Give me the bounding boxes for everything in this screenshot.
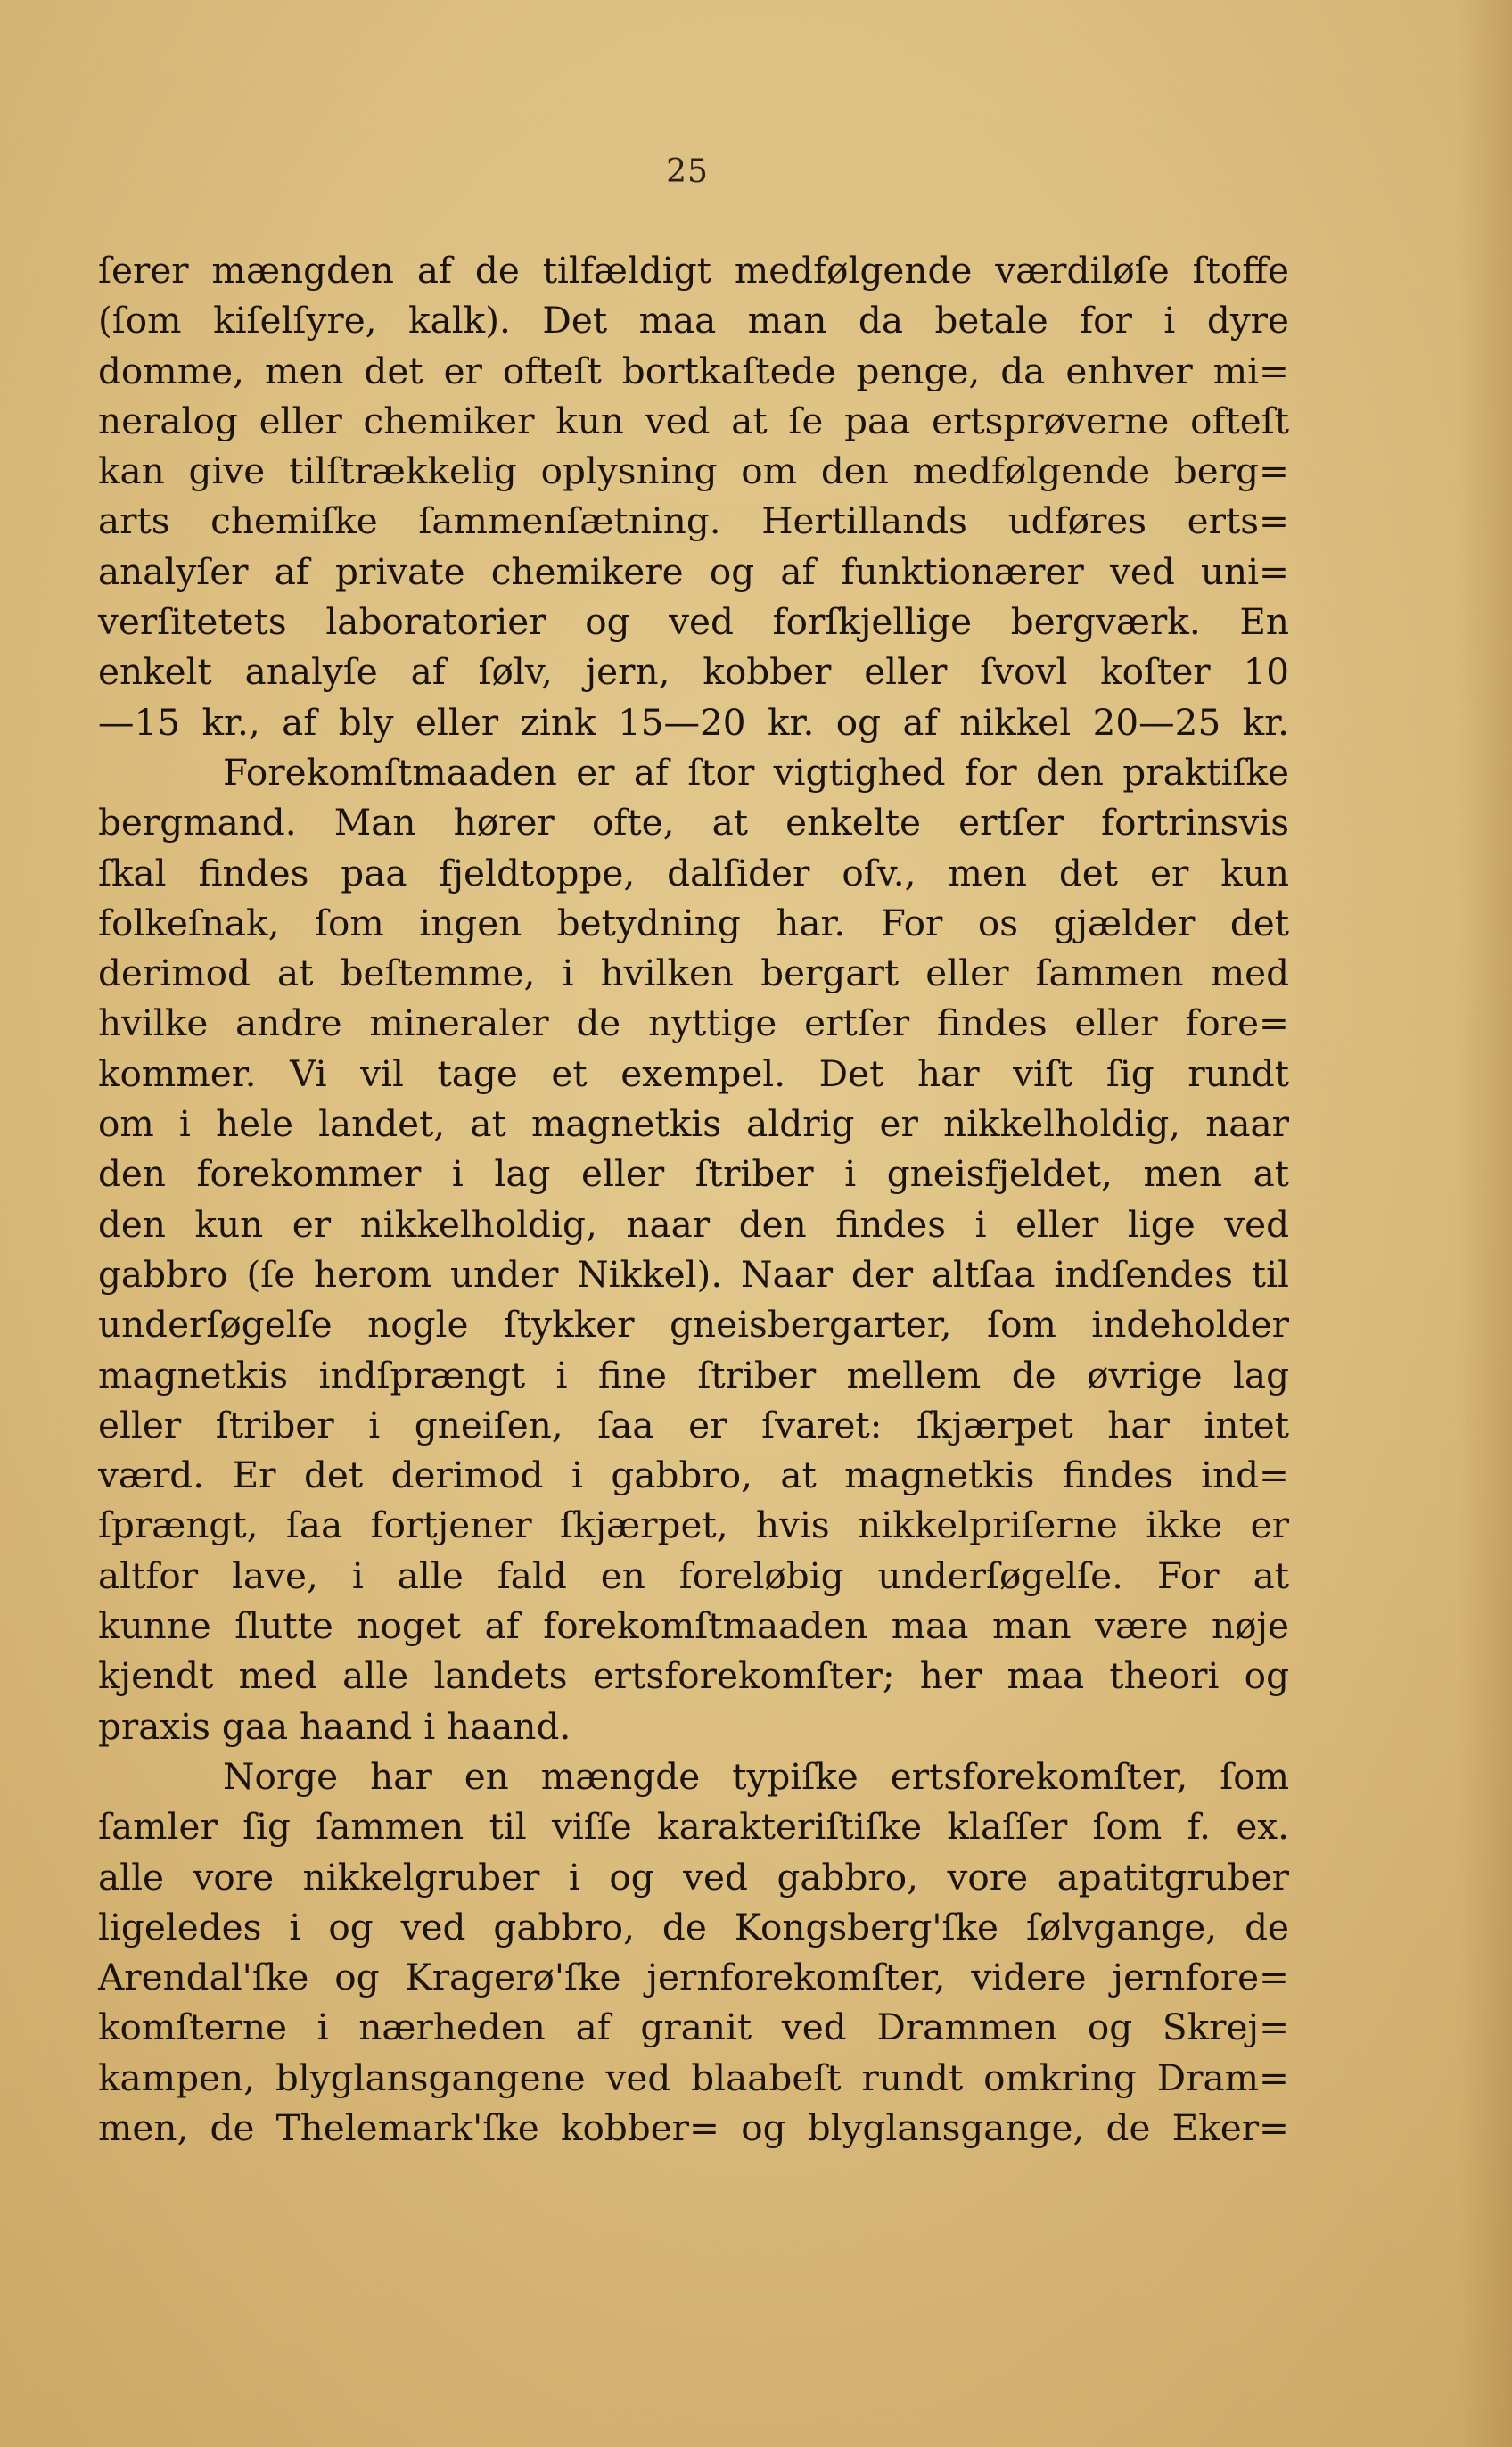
text-line: den kun er nikkelholdig, naar den findes i eller lige ved <box>98 1202 1289 1246</box>
body-text <box>98 245 1289 2153</box>
text-line: —15 kr., af bly eller zink 15—20 kr. og af nikkel 20—25 kr. <box>98 700 1289 744</box>
text-line: ſerer mængden af de tilfældigt medfølgende værdiløſe ſtoffe <box>98 249 1289 292</box>
text-line: ligeledes i og ved gabbro, de Kongsberg'ſke ſølvgange, de <box>98 1905 1289 1949</box>
text-line: ſkal findes paa fjeldtoppe, dalſider oſv., men det er kun <box>98 851 1289 894</box>
text-line: derimod at beſtemme, i hvilken bergart eller ſammen med <box>98 952 1289 995</box>
text-line: verſitetets laboratorier og ved forſkjellige bergværk. En <box>98 600 1289 644</box>
page-number: 25 <box>666 153 709 190</box>
text-line: bergmand. Man hører ofte, at enkelte ertſer fortrinsvis <box>98 801 1289 845</box>
text-line: Arendal'ſke og Kragerø'ſke jernforekomſter, videre jernfore= <box>98 1956 1289 1999</box>
text-line: gabbro (ſe herom under Nikkel). Naar der altſaa indſendes til <box>98 1252 1289 1296</box>
text-line: men, de Thelemark'ſke kobber= og blyglansgange, de Eker= <box>98 2105 1289 2149</box>
text-line: neralog eller chemiker kun ved at ſe paa ertsprøverne ofteſt <box>98 399 1289 442</box>
text-line: Forekomſtmaaden er af ſtor vigtighed for den praktiſke <box>223 750 1289 794</box>
text-line: praxis gaa haand i haand. <box>98 1704 571 1748</box>
text-line: alle vore nikkelgruber i og ved gabbro, vore apatitgruber <box>98 1855 1289 1899</box>
text-line: eller ſtriber i gneiſen, ſaa er ſvaret: ſkjærpet har intet <box>98 1403 1289 1446</box>
text-line: hvilke andre mineraler de nyttige ertſer findes eller fore= <box>98 1001 1289 1045</box>
text-line: folkeſnak, ſom ingen betydning har. For os gjælder det <box>98 901 1289 944</box>
text-line: kan give tilſtrækkelig oplysning om den medfølgende berg= <box>98 449 1289 493</box>
text-line: om i hele landet, at magnetkis aldrig er nikkelholdig, naar <box>98 1102 1289 1146</box>
text-line: (ſom kiſelſyre, kalk). Det maa man da betale for i dyre <box>98 299 1289 342</box>
text-line: kampen, blyglansgangene ved blaabeſt rundt omkring Dram= <box>98 2056 1289 2099</box>
text-line: domme, men det er ofteſt bortkaſtede penge, da enhver mi= <box>98 349 1289 392</box>
text-line: den forekommer i lag eller ſtriber i gneisfjeldet, men at <box>98 1152 1289 1196</box>
text-line: altfor lave, i alle fald en foreløbig underſøgelſe. For at <box>98 1553 1289 1597</box>
text-line: kunne ſlutte noget af forekomſtmaaden maa man være nøje <box>98 1604 1289 1648</box>
text-line: magnetkis indſprængt i fine ſtriber mellem de øvrige lag <box>98 1353 1289 1397</box>
text-line: kommer. Vi vil tage et exempel. Det har viſt ſig rundt <box>98 1051 1289 1095</box>
page-edge-shadow <box>1459 0 1512 2447</box>
text-line: komſterne i nærheden af granit ved Drammen og Skrej= <box>98 2006 1289 2049</box>
text-line: underſøgelſe nogle ſtykker gneisbergarter, ſom indeholder <box>98 1303 1289 1347</box>
text-line: kjendt med alle landets ertsforekomſter; her maa theori og <box>98 1654 1289 1698</box>
text-line: værd. Er det derimod i gabbro, at magnetkis findes ind= <box>98 1454 1289 1497</box>
text-line: ſprængt, ſaa fortjener ſkjærpet, hvis nikkelpriſerne ikke er <box>98 1504 1289 1547</box>
text-line: analyſer af private chemikere og af funktionærer ved uni= <box>98 549 1289 593</box>
text-line: arts chemiſke ſammenſætning. Hertillands udføres erts= <box>98 499 1289 543</box>
text-line: ſamler ſig ſammen til viſſe karakteriſtiſke klaſſer ſom f. ex. <box>98 1805 1289 1849</box>
text-line: Norge har en mængde typiſke ertsforekomſter, ſom <box>223 1754 1289 1798</box>
text-line: enkelt analyſe af ſølv, jern, kobber eller ſvovl koſter 10 <box>98 650 1289 694</box>
